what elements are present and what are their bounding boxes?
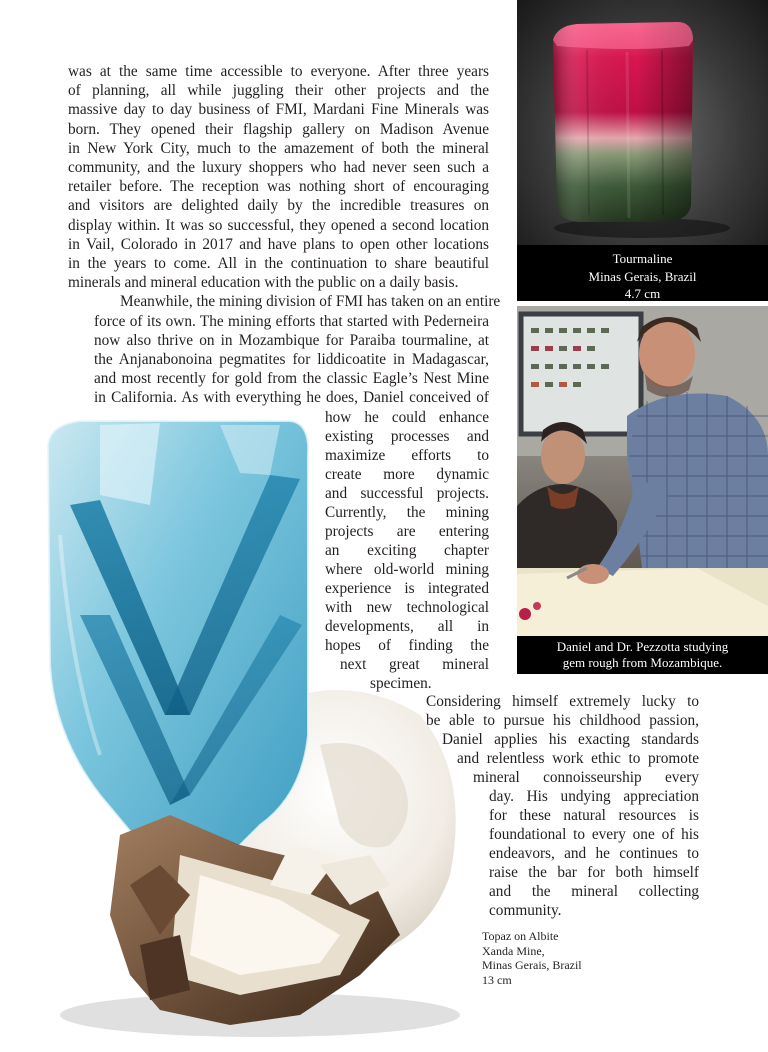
- text-line: existing processes and: [325, 428, 489, 445]
- lab-caption: [517, 636, 768, 674]
- topaz-caption: [482, 929, 682, 987]
- text-line: Currently, the mining: [325, 504, 489, 521]
- text-line: in California. As with everything he does, Daniel conceived of: [94, 389, 489, 407]
- text-line: the Anjanabonoina pegmatites for liddicoatite in Madagascar,: [94, 351, 489, 369]
- text-line: specimen.: [370, 675, 432, 692]
- text-line: for these natural resources is: [489, 807, 699, 824]
- text-line: and most recently for gold from the classic Eagle’s Nest Mine: [94, 370, 489, 388]
- topaz-crystal-illustration: [40, 415, 470, 1045]
- caption-line: Xanda Mine,: [482, 943, 545, 958]
- caption-line: Daniel and Dr. Pezzotta studying: [556, 639, 729, 654]
- text-line: be able to pursue his childhood passion,: [426, 712, 699, 729]
- text-line: massive day to day business of FMI, Mardani Fine Minerals was: [68, 101, 489, 119]
- text-line: was at the same time accessible to everyone. After three years: [68, 63, 489, 80]
- text-line: display within. It was so successful, they opened a second location: [68, 216, 489, 234]
- text-line: with new technological: [325, 599, 489, 616]
- article-column: [68, 62, 501, 408]
- text-line: foundational to every one of his: [489, 826, 699, 843]
- text-line: raise the bar for both himself: [489, 864, 699, 881]
- text-line: day. His undying appreciation: [489, 788, 699, 805]
- caption-line: Minas Gerais, Brazil: [588, 268, 697, 284]
- text-line: retailer before. The reception was nothing short of encouraging: [68, 178, 489, 196]
- text-line: community.: [489, 902, 562, 919]
- text-line: and visitors are delighted daily by the incredible treasures on: [68, 197, 489, 215]
- text-line: hopes of finding the: [325, 637, 489, 654]
- text-line: create more dynamic: [325, 466, 489, 483]
- caption-line: Minas Gerais, Brazil: [482, 958, 582, 973]
- text-line: in the years to come. All in the continuation to share beautiful: [68, 255, 489, 273]
- caption-line: Topaz on Albite: [482, 929, 559, 943]
- text-line: mineral connoisseurship every: [473, 769, 699, 786]
- lab-scene-illustration: [517, 306, 768, 636]
- text-line: Daniel applies his exacting standards: [442, 731, 699, 748]
- text-line: developments, all in: [325, 618, 489, 635]
- text-line: how he could enhance: [325, 409, 489, 426]
- article-paragraph-1: [68, 62, 489, 292]
- text-line: now also thrive on in Mozambique for Paraiba tourmaline, at: [94, 331, 489, 349]
- text-line: minerals and mineral education with the public on a daily basis.: [68, 274, 459, 292]
- caption-line: 13 cm: [482, 972, 512, 987]
- text-line: force of its own. The mining efforts that started with Pederneira: [94, 312, 489, 330]
- text-line: maximize efforts to: [325, 447, 489, 464]
- text-line: and the mineral collecting: [489, 883, 699, 900]
- text-line: experience is integrated: [325, 580, 489, 597]
- text-line: Considering himself extremely lucky to: [426, 693, 699, 710]
- text-line: where old-world mining: [325, 561, 489, 578]
- text-line: in New York City, much to the amazement of both the mineral: [68, 139, 489, 157]
- tourmaline-caption: [517, 245, 768, 301]
- caption-line: 4.7 cm: [624, 286, 661, 301]
- text-line: born. They opened their flagship gallery on Madison Avenue: [68, 120, 489, 138]
- text-line: of planning, all while juggling their other projects and the: [68, 82, 489, 100]
- text-line: Meanwhile, the mining division of FMI has taken on an entire: [120, 293, 501, 311]
- tourmaline-crystal-illustration: [517, 0, 768, 245]
- text-line: projects are entering: [325, 523, 489, 540]
- caption-line: gem rough from Mozambique.: [562, 654, 723, 670]
- topaz-specimen-photo: [40, 415, 470, 1045]
- text-line: an exciting chapter: [325, 542, 489, 559]
- lab-photo: [517, 306, 768, 636]
- caption-line: Tourmaline: [612, 251, 673, 266]
- article-paragraph-2: [68, 292, 501, 407]
- text-line: and successful projects.: [325, 485, 489, 502]
- text-line: community, and the luxury shoppers who had never seen such a: [68, 159, 489, 177]
- text-line: and relentless work ethic to promote: [457, 750, 699, 767]
- text-line: next great mineral: [340, 656, 489, 673]
- text-line: endeavors, and he continues to: [489, 845, 699, 862]
- tourmaline-photo: [517, 0, 768, 245]
- text-line: in Vail, Colorado in 2017 and have plans to open other locations: [68, 235, 489, 253]
